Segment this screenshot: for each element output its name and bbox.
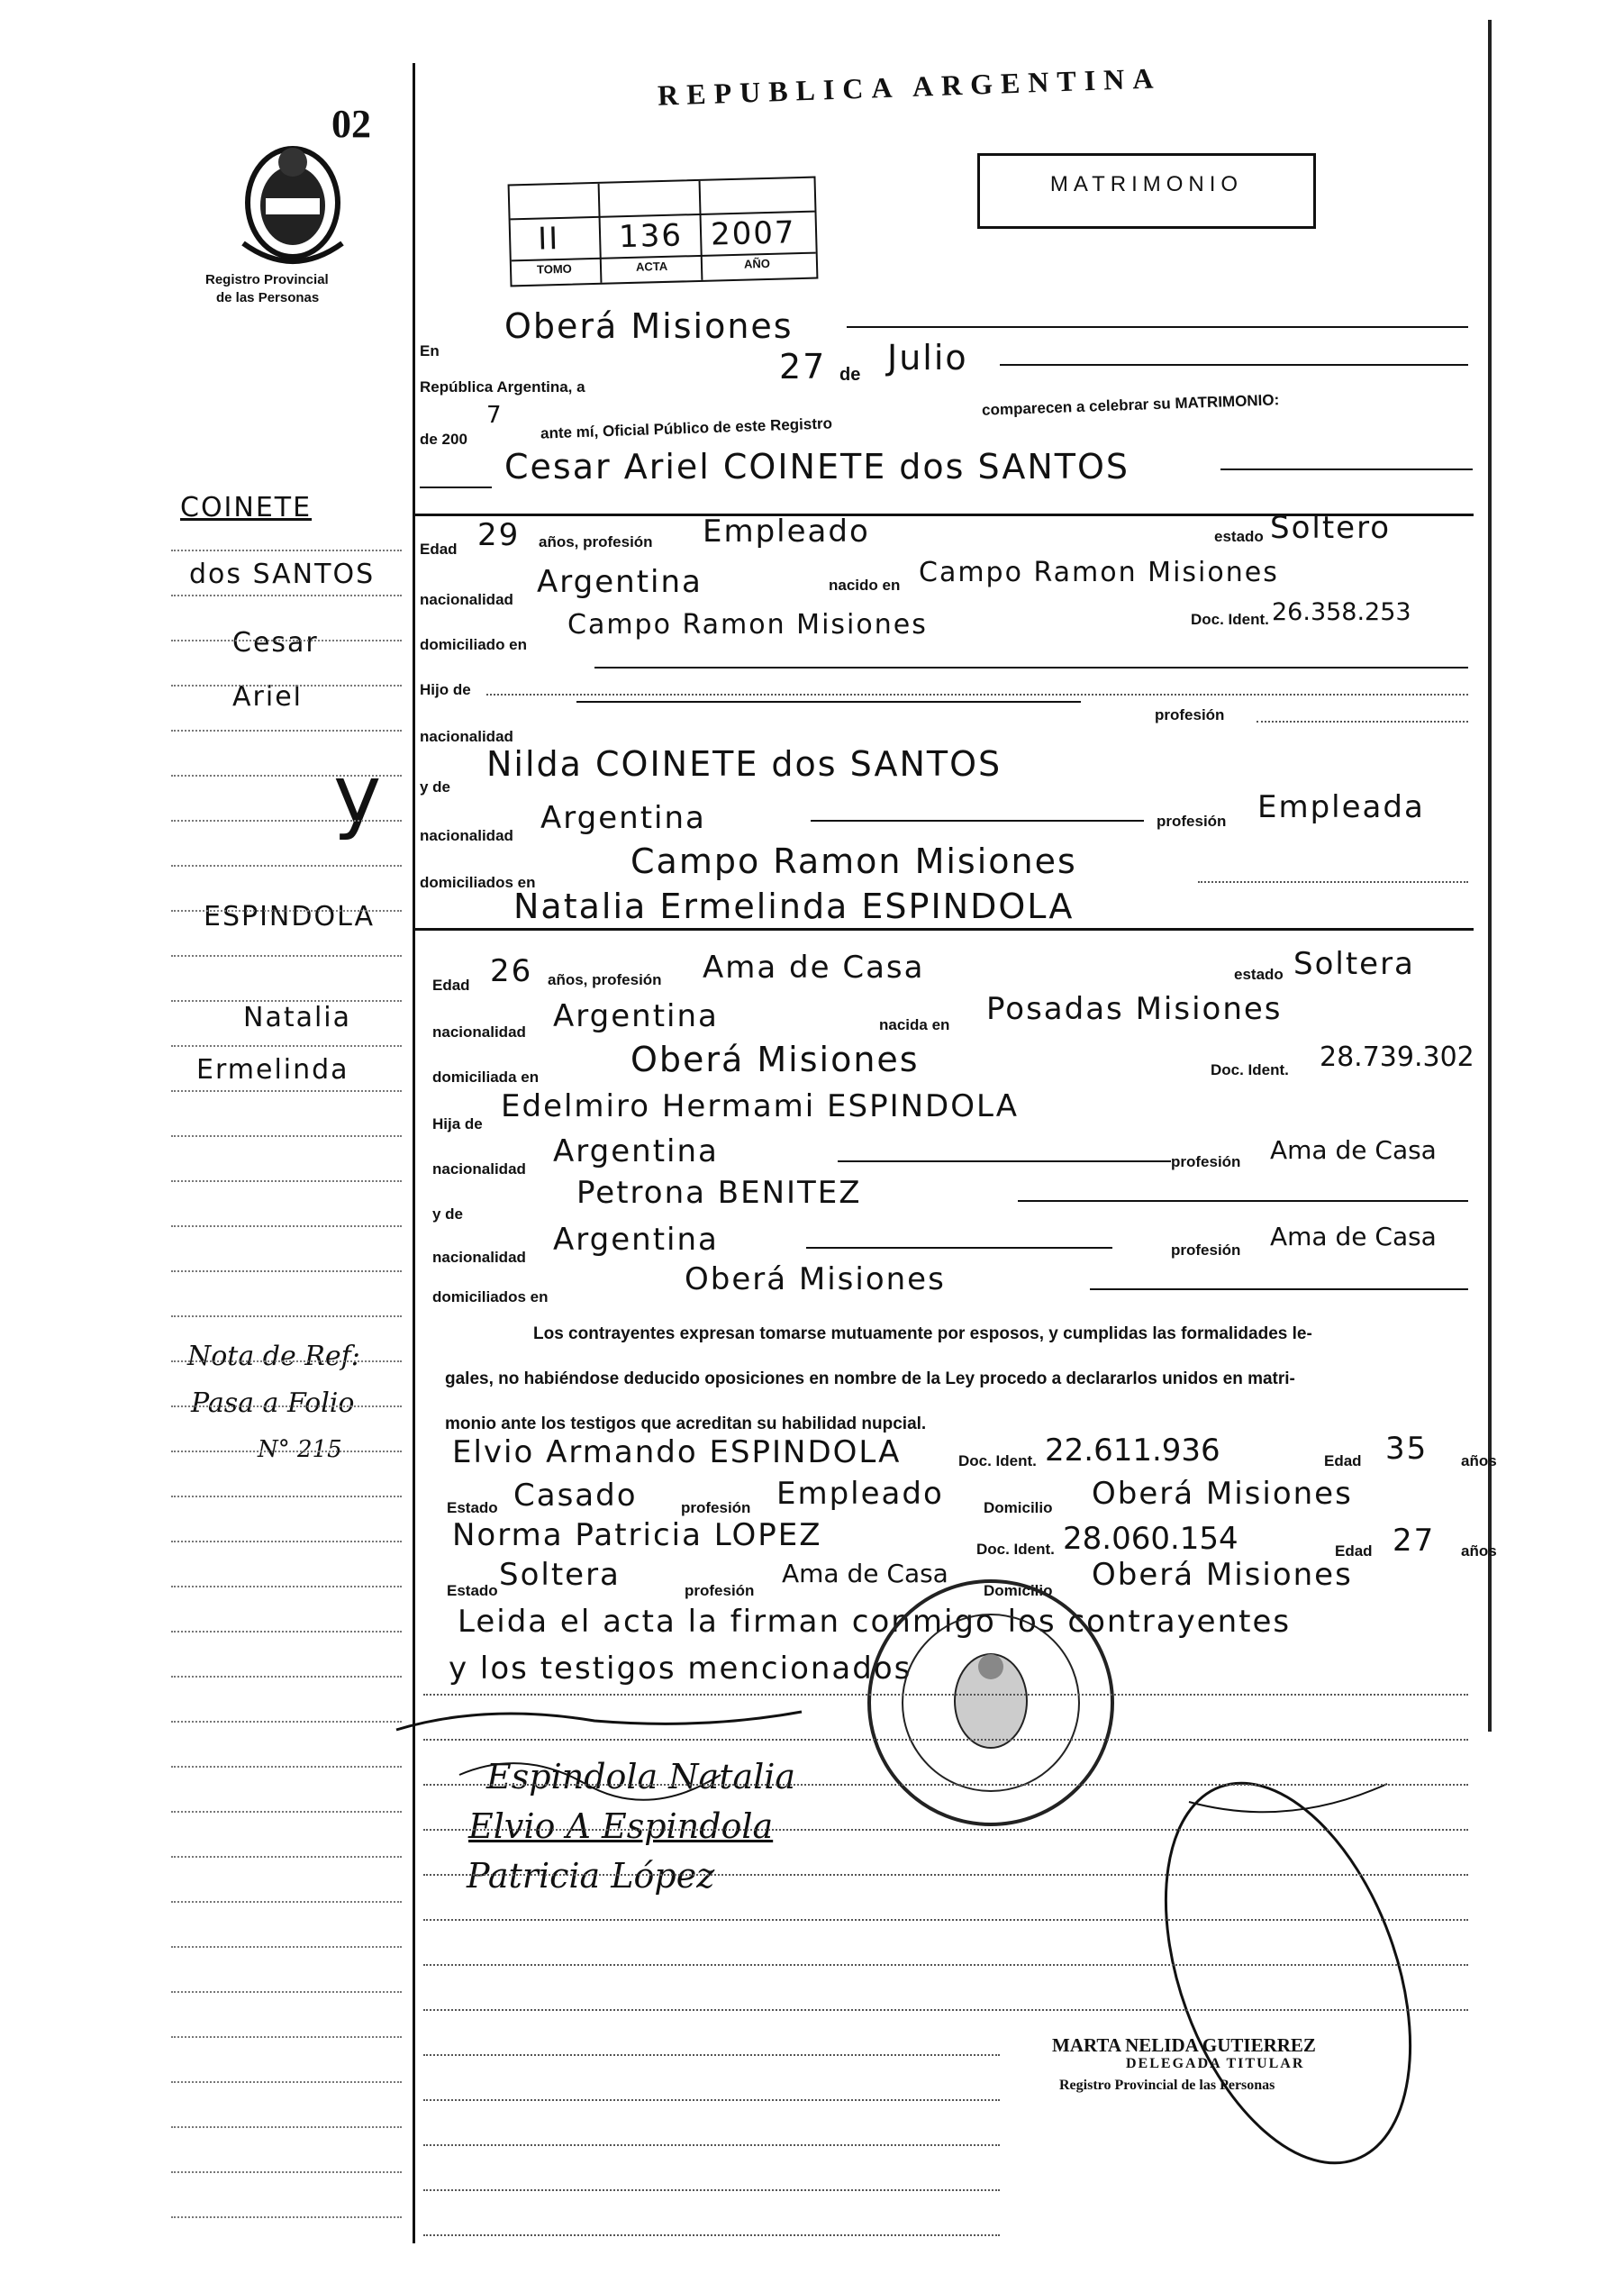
margin-bride-surname: ESPINDOLA: [204, 901, 376, 932]
witness1-domicilio: Oberá Misiones: [1092, 1476, 1353, 1512]
margin-groom-first1: Cesar: [232, 627, 319, 659]
bride-nacida-en: Posadas Misiones: [986, 991, 1283, 1027]
fill-line: [838, 1160, 1171, 1162]
groom-yde-label: y de: [420, 778, 451, 796]
bride-dom-label: domiciliada en: [432, 1069, 540, 1086]
bride-mother-nac-label: nacionalidad: [432, 1249, 526, 1266]
margin-dotted-line: [171, 1496, 402, 1497]
margin-note1: Nota de Ref:: [187, 1341, 360, 1372]
groom-estado: Soltero: [1270, 510, 1392, 546]
fill-line: [811, 820, 1144, 822]
bride-mother-nac: Argentina: [553, 1222, 719, 1258]
year-suffix: 7: [486, 402, 504, 429]
witness2-estado-label: Estado: [447, 1582, 498, 1599]
margin-dotted-line: [171, 1000, 402, 1002]
bride-hija-label: Hija de: [432, 1115, 483, 1132]
body-dotted-line: [423, 2189, 1000, 2191]
official-signature-icon: [1153, 1748, 1423, 2198]
body-dotted-line: [423, 2009, 1468, 2011]
signature-bride: Espindola Natalia: [486, 1757, 796, 1796]
bride-father-nac-label: nacionalidad: [432, 1160, 526, 1178]
margin-dotted-line: [171, 1766, 402, 1768]
margin-dotted-line: [171, 1451, 402, 1452]
witness1-estado: Casado: [513, 1478, 638, 1514]
witness2-doc: 28.060.154: [1063, 1521, 1238, 1557]
witness2-name: Norma Patricia LOPEZ: [452, 1517, 822, 1553]
official-office: Registro Provincial de las Personas: [1059, 2078, 1275, 2093]
body-dotted-line: [423, 2099, 1000, 2101]
witness2-edad: 27: [1393, 1523, 1436, 1559]
margin-dotted-line: [171, 910, 402, 912]
groom-mother: Nilda COINETE dos SANTOS: [486, 744, 1003, 784]
groom-edad-label: Edad: [420, 541, 458, 558]
fill-line: [1018, 1200, 1468, 1202]
margin-dotted-line: [171, 640, 402, 641]
margin-note3: N° 215: [258, 1436, 342, 1463]
witness1-prof-label: profesión: [681, 1499, 751, 1516]
page-number: 02: [331, 102, 371, 146]
margin-dotted-line: [171, 1315, 402, 1317]
witness2-profesion: Ama de Casa: [782, 1559, 948, 1588]
record-box: [508, 177, 819, 287]
body-dotted-line: [423, 1919, 1468, 1921]
margin-dotted-line: [171, 685, 402, 687]
fill-line: [806, 1247, 1112, 1249]
margin-groom-first2: Ariel: [232, 681, 303, 713]
margin-dotted-line: [171, 1225, 402, 1227]
bride-anos-label: años, profesión: [548, 971, 662, 988]
groom-profesion: Empleado: [703, 514, 870, 550]
body-dotted-line: [423, 2234, 1000, 2236]
ano-label: AÑO: [743, 256, 771, 271]
witness2-doc-label: Doc. Ident.: [976, 1541, 1055, 1558]
record-divider: [598, 184, 603, 283]
comparecen-label: comparecen a celebrar su MATRIMONIO:: [981, 391, 1280, 419]
fill-line: [594, 667, 1468, 668]
de-label: de: [839, 365, 861, 385]
margin-dotted-line: [171, 1856, 402, 1858]
witness1-profesion: Empleado: [776, 1476, 944, 1512]
fill-line: [576, 701, 1081, 703]
witness1-name: Elvio Armando ESPINDOLA: [452, 1434, 902, 1470]
groom-estado-label: estado: [1214, 528, 1264, 545]
official-name: MARTA NELIDA GUTIERREZ: [1052, 2034, 1316, 2056]
groom-parents-dom: Campo Ramon Misiones: [631, 841, 1077, 881]
witness2-anos: años: [1461, 1542, 1497, 1560]
bride-estado-label: estado: [1234, 966, 1284, 983]
groom-nacido-label: nacido en: [829, 577, 901, 594]
witness2-dom-label: Domicilio: [984, 1582, 1053, 1599]
groom-nacido-en: Campo Ramon Misiones: [919, 557, 1279, 588]
margin-dotted-line: [171, 2126, 402, 2128]
margin-dotted-line: [171, 1811, 402, 1813]
margin-dotted-line: [171, 1405, 402, 1407]
margin-dotted-line: [171, 2081, 402, 2083]
acta-value: 136: [618, 217, 684, 256]
witness2-prof-label: profesión: [685, 1582, 755, 1599]
groom-nac2-label: nacionalidad: [420, 728, 513, 745]
margin-dotted-line: [171, 2216, 402, 2218]
margin-dotted-line: [171, 865, 402, 867]
body-dotted-line: [423, 1964, 1468, 1966]
groom-hijo-label: Hijo de: [420, 681, 471, 698]
body-dotted-line: [423, 1784, 1468, 1786]
official-seal-icon: [856, 1568, 1126, 1838]
tomo-value: II: [537, 221, 560, 258]
margin-bride-first1: Natalia: [243, 1002, 352, 1033]
place-value: Oberá Misiones: [504, 306, 794, 346]
bride-edad-label: Edad: [432, 977, 470, 994]
margin-dotted-line: [171, 1631, 402, 1633]
groom-mother-nac: Argentina: [540, 800, 706, 836]
closing-line2: y los testigos mencionados: [449, 1651, 912, 1687]
declaration-line3: monio ante los testigos que acreditan su habilidad nupcial.: [445, 1414, 927, 1433]
bride-full-name: Natalia Ermelinda ESPINDOLA: [513, 887, 1075, 926]
bride-nac-label: nacionalidad: [432, 1023, 526, 1041]
margin-dotted-line: [171, 775, 402, 777]
body-dotted-line: [423, 1739, 1468, 1741]
groom-doc: 26.358.253: [1272, 598, 1411, 626]
witness1-estado-label: Estado: [447, 1499, 498, 1516]
bride-doc-label: Doc. Ident.: [1211, 1061, 1289, 1078]
groom-prof2-label: profesión: [1155, 706, 1225, 723]
page-edge: [1488, 20, 1492, 1732]
fill-line: [1090, 1288, 1468, 1290]
groom-dom-label: domiciliado en: [420, 636, 528, 653]
margin-dotted-line: [171, 1991, 402, 1993]
fill-line: [420, 487, 492, 488]
bride-edad-value: 26: [490, 953, 533, 989]
year-prefix: de 200: [420, 431, 467, 448]
bride-doc: 28.739.302: [1320, 1041, 1474, 1073]
declaration-line2: gales, no habiéndose deducido oposiciones en nombre de la Ley procedo a declararlos unidos en matri-: [445, 1369, 1295, 1388]
margin-dotted-line: [171, 1360, 402, 1362]
bride-mother-prof-label: profesión: [1171, 1242, 1241, 1259]
groom-nacionalidad: Argentina: [537, 564, 703, 600]
fill-line: [486, 694, 1468, 696]
day-value: 27: [779, 347, 827, 387]
witness1-doc-label: Doc. Ident.: [958, 1452, 1037, 1469]
margin-dotted-line: [171, 1721, 402, 1723]
groom-edad-value: 29: [477, 517, 521, 553]
republica-label: República Argentina, a: [420, 378, 585, 396]
act-type-label: MATRIMONIO: [1049, 172, 1244, 196]
witness1-doc: 22.611.936: [1045, 1432, 1220, 1469]
registry-line2: de las Personas: [216, 290, 320, 305]
groom-doc-label: Doc. Ident.: [1191, 611, 1269, 628]
official-title: DELEGADA TITULAR: [1126, 2056, 1305, 2071]
margin-groom-surname: COINETE: [180, 492, 313, 523]
groom-mother-nac-label: nacionalidad: [420, 827, 513, 844]
body-dotted-line: [423, 2144, 1000, 2146]
witness2-domicilio: Oberá Misiones: [1092, 1557, 1353, 1593]
bride-father-nac: Argentina: [553, 1133, 719, 1169]
en-label: En: [420, 342, 440, 359]
margin-dotted-line: [171, 1135, 402, 1137]
bride-father-prof-label: profesión: [1171, 1153, 1241, 1170]
margin-dotted-line: [171, 2036, 402, 2038]
margin-dotted-line: [171, 2171, 402, 2173]
fill-line: [1198, 881, 1468, 883]
record-divider: [699, 181, 703, 280]
groom-anos-label: años, profesión: [539, 533, 653, 550]
bride-yde-label: y de: [432, 1205, 464, 1223]
bride-parents-dom-label: domiciliados en: [432, 1288, 549, 1305]
acta-label: ACTA: [635, 259, 668, 274]
witness1-edad: 35: [1385, 1431, 1429, 1467]
body-dotted-line: [423, 1874, 1468, 1876]
groom-mother-prof: Empleada: [1257, 789, 1425, 825]
tomo-label: TOMO: [536, 261, 573, 277]
margin-dotted-line: [171, 1586, 402, 1587]
act-type-box: [977, 153, 1316, 229]
bride-nacionalidad: Argentina: [553, 998, 719, 1034]
margin-dotted-line: [171, 955, 402, 957]
country-title: REPUBLICA ARGENTINA: [657, 61, 1162, 112]
witness1-edad-label: Edad: [1324, 1452, 1362, 1469]
groom-mother-prof-label: profesión: [1157, 813, 1227, 830]
body-dotted-line: [423, 1694, 1468, 1696]
margin-dotted-line: [171, 1541, 402, 1542]
margin-ampersand: y: [333, 748, 384, 842]
registry-line1: Registro Provincial: [205, 272, 329, 287]
margin-bride-first2: Ermelinda: [196, 1054, 349, 1086]
ano-value: 2007: [710, 214, 797, 253]
margin-dotted-line: [171, 1946, 402, 1948]
ante-mi-label: ante mí, Oficial Público de este Registro: [540, 414, 833, 442]
groom-parents-dom-label: domiciliados en: [420, 874, 536, 891]
groom-nac-label: nacionalidad: [420, 591, 513, 608]
body-dotted-line: [423, 1829, 1468, 1831]
margin-dotted-line: [171, 1090, 402, 1092]
bride-nacida-label: nacida en: [879, 1016, 950, 1033]
margin-dotted-line: [171, 1270, 402, 1272]
coat-of-arms-icon: [225, 135, 360, 270]
bride-parents-dom: Oberá Misiones: [685, 1261, 946, 1297]
groom-full-name: Cesar Ariel COINETE dos SANTOS: [504, 447, 1130, 487]
groom-domicilio: Campo Ramon Misiones: [567, 609, 928, 641]
body-dotted-line: [423, 2054, 1000, 2056]
margin-dotted-line: [171, 820, 402, 822]
signature-witness2: Patricia López: [467, 1856, 715, 1896]
declaration-line1: Los contrayentes expresan tomarse mutuamente por esposos, y cumplidas las formalidades le-: [533, 1324, 1312, 1343]
fill-line: [1257, 721, 1468, 723]
bride-domicilio: Oberá Misiones: [631, 1040, 920, 1079]
margin-dotted-line: [171, 1901, 402, 1903]
month-value: Julio: [887, 338, 968, 377]
bride-profesion: Ama de Casa: [703, 950, 925, 986]
margin-note2: Pasa a Folio: [191, 1387, 355, 1419]
margin-dotted-line: [171, 730, 402, 732]
closing-line1: Leida el acta la firman conmigo los contrayentes: [458, 1604, 1292, 1640]
witness1-anos: años: [1461, 1452, 1497, 1469]
witness1-dom-label: Domicilio: [984, 1499, 1053, 1516]
margin-dotted-line: [171, 1045, 402, 1047]
margin-dotted-line: [171, 1180, 402, 1182]
bride-estado: Soltera: [1293, 946, 1415, 982]
witness2-estado: Soltera: [499, 1557, 621, 1593]
fill-line: [1220, 468, 1473, 470]
bride-father-prof: Ama de Casa: [1270, 1135, 1437, 1165]
margin-groom-surname2: dos SANTOS: [189, 559, 376, 590]
fill-line: [1000, 364, 1468, 366]
margin-dotted-line: [171, 550, 402, 551]
section-divider: [415, 928, 1474, 931]
bride-father: Edelmiro Hermami ESPINDOLA: [501, 1088, 1019, 1124]
witness2-edad-label: Edad: [1335, 1542, 1373, 1560]
bride-mother-prof: Ama de Casa: [1270, 1222, 1437, 1251]
fill-line: [847, 326, 1468, 328]
margin-dotted-line: [171, 1676, 402, 1678]
margin-dotted-line: [171, 595, 402, 596]
signature-witness1: Elvio A Espindola: [468, 1806, 774, 1846]
bride-mother: Petrona BENITEZ: [576, 1175, 862, 1211]
